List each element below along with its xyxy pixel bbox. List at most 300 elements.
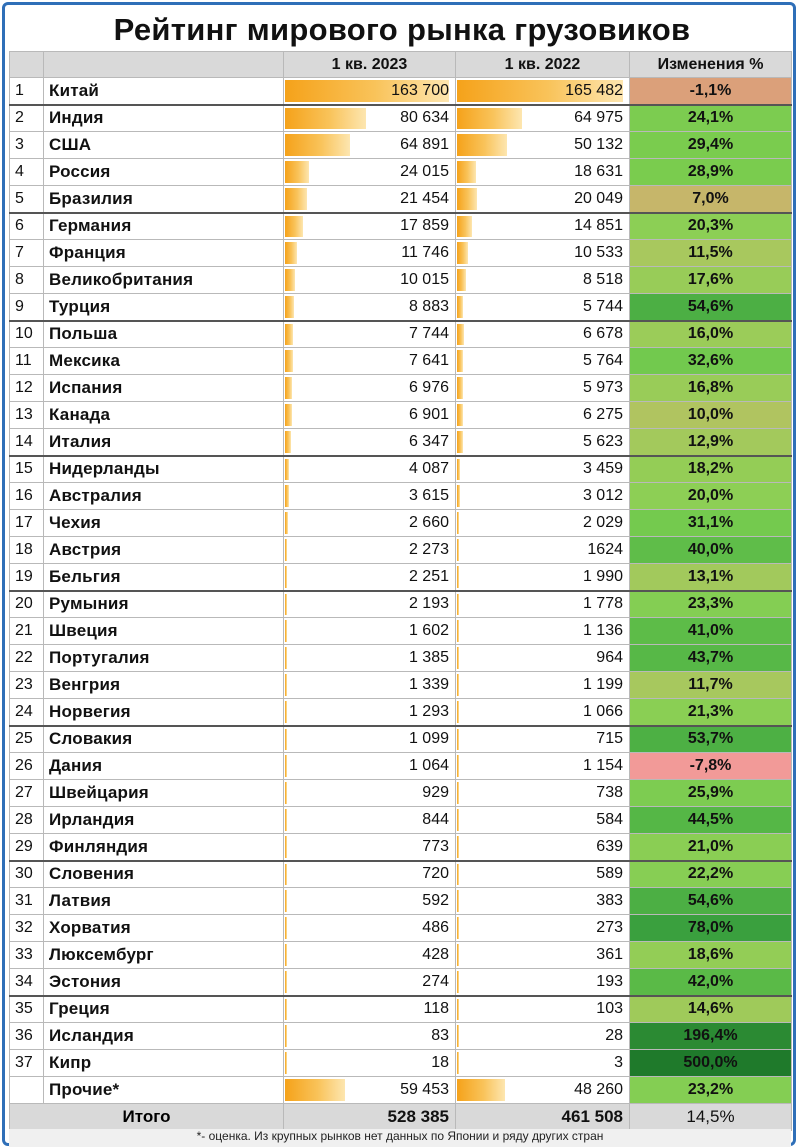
value-label-2023: 21 454: [400, 189, 449, 207]
value-cell-2022: [456, 159, 630, 186]
rank-cell: 3: [10, 132, 44, 159]
value-bar-2023: [285, 594, 287, 616]
value-label-2023: 83: [431, 1027, 449, 1044]
value-bar-2022: [457, 890, 459, 912]
value-bar-2023: [285, 917, 287, 939]
value-cell-2022: [456, 672, 630, 699]
value-bar-2022: [457, 620, 459, 642]
value-label-2022: 3 459: [582, 460, 623, 478]
table-row: [10, 456, 792, 483]
value-label-2023: 118: [423, 1000, 449, 1018]
rank-cell: 6: [10, 213, 44, 240]
value-label-2023: 11 746: [401, 244, 449, 261]
value-label-2023: 17 859: [400, 217, 449, 235]
value-label-2023: 773: [422, 837, 449, 855]
value-bar-2022: [457, 459, 460, 481]
table-row: [10, 969, 792, 996]
table-row: [10, 105, 792, 132]
table-row: [10, 429, 792, 456]
value-bar-2023: [285, 134, 350, 156]
value-cell-2023: [284, 1050, 456, 1077]
table-row: [10, 1050, 792, 1077]
value-bar-2023: [285, 1052, 287, 1074]
country-cell: Латвия: [44, 888, 284, 915]
value-bar-2023: [285, 809, 287, 831]
value-cell-2023: [284, 699, 456, 726]
value-bar-2022: [457, 269, 466, 291]
rating-table: [9, 51, 792, 1131]
value-bar-2023: [285, 404, 292, 426]
value-cell-2023: [284, 294, 456, 321]
value-label-2023: 2 193: [408, 595, 449, 613]
table-row: [10, 1023, 792, 1050]
value-bar-2023: [285, 242, 297, 264]
value-bar-2022: [457, 917, 459, 939]
country-cell: Хорватия: [44, 915, 284, 942]
change-cell: 16,8%: [630, 375, 792, 402]
value-bar-2022: [457, 161, 476, 183]
table-row: [10, 321, 792, 348]
table-row: [10, 888, 792, 915]
value-label-2022: 165 482: [565, 81, 623, 99]
value-bar-2022: [457, 701, 459, 723]
rank-cell: 21: [10, 618, 44, 645]
change-cell: 23,3%: [630, 591, 792, 618]
value-bar-2022: [457, 864, 459, 886]
value-cell-2023: [284, 672, 456, 699]
change-cell: 21,3%: [630, 699, 792, 726]
value-cell-2022: [456, 348, 630, 375]
rank-cell: 32: [10, 915, 44, 942]
change-cell: 28,9%: [630, 159, 792, 186]
country-cell: Швейцария: [44, 780, 284, 807]
value-cell-2022: [456, 1077, 630, 1104]
value-label-2022: 715: [596, 730, 623, 748]
table-row: [10, 672, 792, 699]
value-label-2023: 163 700: [391, 81, 449, 99]
value-cell-2022: [456, 753, 630, 780]
value-cell-2023: [284, 618, 456, 645]
value-cell-2023: [284, 321, 456, 348]
value-label-2022: 64 975: [574, 109, 623, 127]
value-label-2022: 103: [596, 1000, 623, 1018]
value-cell-2023: [284, 456, 456, 483]
value-cell-2022: [456, 429, 630, 456]
table-row: [10, 132, 792, 159]
value-cell-2023: [284, 969, 456, 996]
change-cell: 54,6%: [630, 888, 792, 915]
value-cell-2023: [284, 807, 456, 834]
change-cell: 18,2%: [630, 456, 792, 483]
value-cell-2023: [284, 915, 456, 942]
table-row: [10, 915, 792, 942]
change-cell: 14,6%: [630, 996, 792, 1023]
value-bar-2023: [285, 647, 287, 669]
country-cell: Дания: [44, 753, 284, 780]
change-cell: 31,1%: [630, 510, 792, 537]
value-cell-2022: [456, 1023, 630, 1050]
rank-cell: 19: [10, 564, 44, 591]
rank-cell: 14: [10, 429, 44, 456]
value-label-2023: 2 273: [408, 541, 449, 558]
value-cell-2023: [284, 213, 456, 240]
value-bar-2022: [457, 485, 460, 507]
header-change: Изменения %: [630, 52, 792, 78]
rank-cell: 31: [10, 888, 44, 915]
change-cell: 53,7%: [630, 726, 792, 753]
value-bar-2023: [285, 108, 366, 130]
value-bar-2022: [457, 404, 463, 426]
value-cell-2023: [284, 510, 456, 537]
country-cell: Чехия: [44, 510, 284, 537]
value-label-2022: 50 132: [574, 136, 623, 153]
change-cell: 43,7%: [630, 645, 792, 672]
value-cell-2022: [456, 834, 630, 861]
country-cell: Китай: [44, 78, 284, 105]
value-bar-2023: [285, 296, 294, 318]
rank-cell: 8: [10, 267, 44, 294]
value-cell-2022: [456, 888, 630, 915]
table-row: [10, 564, 792, 591]
rank-cell: 22: [10, 645, 44, 672]
country-cell: Бразилия: [44, 186, 284, 213]
value-cell-2023: [284, 78, 456, 105]
value-cell-2023: [284, 942, 456, 969]
value-label-2023: 18: [431, 1054, 449, 1071]
country-cell: Нидерланды: [44, 456, 284, 483]
total-row: [10, 1104, 792, 1131]
value-label-2023: 6 976: [408, 379, 449, 396]
value-cell-2022: [456, 213, 630, 240]
country-cell: Норвегия: [44, 699, 284, 726]
table-row: [10, 753, 792, 780]
value-label-2022: 273: [596, 919, 623, 936]
table-row: [10, 807, 792, 834]
rank-cell: 27: [10, 780, 44, 807]
value-bar-2023: [285, 188, 307, 210]
rank-cell: 15: [10, 456, 44, 483]
value-cell-2023: [284, 1077, 456, 1104]
value-label-2022: 1624: [587, 541, 623, 558]
value-label-2022: 5 623: [582, 432, 623, 450]
value-label-2022: 5 764: [582, 352, 623, 369]
value-label-2023: 1 064: [408, 757, 449, 774]
value-bar-2023: [285, 566, 287, 588]
value-bar-2022: [457, 242, 468, 264]
change-cell: 24,1%: [630, 105, 792, 132]
value-cell-2022: [456, 618, 630, 645]
value-bar-2022: [457, 566, 459, 588]
value-cell-2022: [456, 780, 630, 807]
rank-cell: 13: [10, 402, 44, 429]
country-cell: Финляндия: [44, 834, 284, 861]
value-label-2023: 8 883: [408, 297, 449, 315]
value-cell-2022: [456, 996, 630, 1023]
header-q1-2022: 1 кв. 2022: [456, 52, 630, 78]
country-cell: Кипр: [44, 1050, 284, 1077]
table-row: [10, 591, 792, 618]
value-bar-2022: [457, 674, 459, 696]
value-bar-2023: [285, 539, 287, 561]
value-label-2023: 64 891: [400, 136, 449, 153]
value-label-2022: 361: [596, 946, 623, 963]
country-cell: Мексика: [44, 348, 284, 375]
value-bar-2022: [457, 539, 459, 561]
value-bar-2022: [457, 782, 459, 804]
country-cell: Австралия: [44, 483, 284, 510]
change-cell: 11,7%: [630, 672, 792, 699]
table-row: [10, 375, 792, 402]
header-country: [44, 52, 284, 78]
value-bar-2022: [457, 999, 459, 1021]
value-label-2023: 1 339: [408, 676, 449, 693]
value-label-2023: 4 087: [408, 460, 449, 478]
value-label-2022: 1 199: [582, 676, 623, 693]
change-cell: 20,0%: [630, 483, 792, 510]
table-row: [10, 726, 792, 753]
country-cell: Канада: [44, 402, 284, 429]
value-label-2022: 1 136: [582, 622, 623, 639]
value-bar-2022: [457, 809, 459, 831]
change-cell: 44,5%: [630, 807, 792, 834]
change-cell: -7,8%: [630, 753, 792, 780]
header-q1-2023: 1 кв. 2023: [284, 52, 456, 78]
header-rank: [10, 52, 44, 78]
country-cell: Бельгия: [44, 564, 284, 591]
country-cell: США: [44, 132, 284, 159]
change-cell: 21,0%: [630, 834, 792, 861]
value-cell-2023: [284, 645, 456, 672]
country-cell: Франция: [44, 240, 284, 267]
change-cell: 17,6%: [630, 267, 792, 294]
rank-cell: 37: [10, 1050, 44, 1077]
value-label-2022: 584: [596, 811, 623, 828]
change-cell: 41,0%: [630, 618, 792, 645]
rank-cell: 7: [10, 240, 44, 267]
rank-cell: 2: [10, 105, 44, 132]
country-cell: Испания: [44, 375, 284, 402]
change-cell: 11,5%: [630, 240, 792, 267]
value-bar-2023: [285, 620, 287, 642]
change-cell: 18,6%: [630, 942, 792, 969]
value-bar-2022: [457, 944, 459, 966]
value-bar-2023: [285, 999, 287, 1021]
value-cell-2022: [456, 969, 630, 996]
value-cell-2023: [284, 429, 456, 456]
change-cell: 13,1%: [630, 564, 792, 591]
change-cell: 16,0%: [630, 321, 792, 348]
value-bar-2023: [285, 944, 287, 966]
value-cell-2023: [284, 348, 456, 375]
total-2022: [456, 1104, 630, 1131]
table-row: [10, 645, 792, 672]
value-bar-2022: [457, 296, 463, 318]
country-cell: Россия: [44, 159, 284, 186]
country-cell: Словакия: [44, 726, 284, 753]
rank-cell: 12: [10, 375, 44, 402]
value-label-2022: 20 049: [574, 189, 623, 207]
change-cell: 196,4%: [630, 1023, 792, 1050]
value-label-2023: 592: [422, 892, 449, 909]
value-label-2023: 6 901: [408, 406, 449, 423]
value-bar-2023: [285, 755, 287, 777]
rank-cell: 25: [10, 726, 44, 753]
change-cell: 500,0%: [630, 1050, 792, 1077]
value-label-2022: 738: [596, 784, 623, 801]
rank-cell: 11: [10, 348, 44, 375]
change-cell: 25,9%: [630, 780, 792, 807]
value-bar-2022: [457, 836, 459, 858]
value-cell-2022: [456, 186, 630, 213]
change-cell: 7,0%: [630, 186, 792, 213]
value-bar-2022: [457, 324, 464, 346]
country-cell: Индия: [44, 105, 284, 132]
value-label-2023: 7 641: [408, 352, 449, 369]
table-row: [10, 861, 792, 888]
value-bar-2023: [285, 782, 287, 804]
value-bar-2023: [285, 377, 292, 399]
change-cell: 22,2%: [630, 861, 792, 888]
value-bar-2023: [285, 269, 295, 291]
value-label-2022: 28: [605, 1027, 623, 1044]
change-cell: 23,2%: [630, 1077, 792, 1104]
country-cell: Италия: [44, 429, 284, 456]
value-cell-2023: [284, 780, 456, 807]
value-label-2022: 1 778: [582, 595, 623, 613]
total-label: Итого: [10, 1104, 284, 1131]
change-cell: 54,6%: [630, 294, 792, 321]
value-cell-2022: [456, 807, 630, 834]
value-bar-2022: [457, 134, 507, 156]
value-label-2023: 59 453: [400, 1081, 449, 1098]
rank-cell: 29: [10, 834, 44, 861]
value-label-2022: 1 990: [582, 567, 623, 585]
value-label-2022: 639: [596, 837, 623, 855]
value-cell-2023: [284, 375, 456, 402]
value-label-2023: 24 015: [400, 163, 449, 180]
table-row: [10, 1077, 792, 1104]
value-label-2023: 6 347: [408, 432, 449, 450]
change-cell: 29,4%: [630, 132, 792, 159]
change-cell: 78,0%: [630, 915, 792, 942]
value-cell-2023: [284, 402, 456, 429]
country-cell: Исландия: [44, 1023, 284, 1050]
value-label-2022: 5 973: [582, 379, 623, 396]
value-cell-2022: [456, 456, 630, 483]
total-2023-value: 528 385: [387, 1107, 449, 1126]
country-cell: Люксембург: [44, 942, 284, 969]
value-cell-2023: [284, 132, 456, 159]
value-bar-2022: [457, 350, 463, 372]
value-label-2023: 2 251: [408, 567, 449, 585]
country-cell: Турция: [44, 294, 284, 321]
country-cell: Греция: [44, 996, 284, 1023]
table-row: [10, 186, 792, 213]
table-row: [10, 240, 792, 267]
value-label-2022: 5 744: [582, 297, 623, 315]
value-bar-2023: [285, 350, 293, 372]
country-cell: Великобритания: [44, 267, 284, 294]
value-label-2023: 844: [422, 811, 449, 828]
table-row: [10, 699, 792, 726]
value-label-2023: 720: [422, 865, 449, 883]
table-row: [10, 780, 792, 807]
value-label-2022: 6 275: [582, 406, 623, 423]
country-cell: Португалия: [44, 645, 284, 672]
value-bar-2022: [457, 971, 459, 993]
table-row: [10, 78, 792, 105]
value-label-2022: 2 029: [582, 514, 623, 531]
value-cell-2022: [456, 510, 630, 537]
value-bar-2023: [285, 701, 287, 723]
value-label-2022: 48 260: [574, 1081, 623, 1098]
rank-cell: 5: [10, 186, 44, 213]
value-bar-2022: [457, 1079, 505, 1101]
value-label-2023: 1 293: [408, 702, 449, 720]
value-label-2023: 274: [422, 972, 449, 990]
value-label-2022: 383: [596, 892, 623, 909]
value-label-2023: 3 615: [408, 487, 449, 504]
country-cell: Австрия: [44, 537, 284, 564]
rank-cell: 23: [10, 672, 44, 699]
value-bar-2022: [457, 1025, 459, 1047]
country-cell: Словения: [44, 861, 284, 888]
value-label-2023: 1 385: [408, 649, 449, 666]
value-label-2022: 3 012: [582, 487, 623, 504]
value-cell-2023: [284, 267, 456, 294]
value-bar-2023: [285, 729, 287, 751]
value-cell-2023: [284, 240, 456, 267]
rank-cell: 4: [10, 159, 44, 186]
value-label-2023: 7 744: [408, 325, 449, 343]
value-bar-2023: [285, 512, 288, 534]
value-cell-2023: [284, 1023, 456, 1050]
value-cell-2022: [456, 726, 630, 753]
table-row: [10, 213, 792, 240]
value-bar-2023: [285, 836, 287, 858]
value-label-2023: 1 602: [408, 622, 449, 639]
change-cell: 10,0%: [630, 402, 792, 429]
rank-cell: [10, 1077, 44, 1104]
value-label-2023: 80 634: [400, 109, 449, 127]
value-cell-2022: [456, 240, 630, 267]
country-cell: Венгрия: [44, 672, 284, 699]
rank-cell: 9: [10, 294, 44, 321]
rank-cell: 24: [10, 699, 44, 726]
value-cell-2023: [284, 861, 456, 888]
chart-frame: [2, 2, 796, 1146]
country-cell: Швеция: [44, 618, 284, 645]
table-row: [10, 996, 792, 1023]
value-cell-2023: [284, 186, 456, 213]
rank-cell: 28: [10, 807, 44, 834]
value-cell-2022: [456, 483, 630, 510]
value-cell-2022: [456, 294, 630, 321]
value-label-2022: 6 678: [582, 325, 623, 343]
value-bar-2023: [285, 161, 309, 183]
value-label-2022: 1 154: [582, 757, 623, 774]
value-bar-2023: [285, 459, 289, 481]
change-cell: 12,9%: [630, 429, 792, 456]
value-cell-2023: [284, 537, 456, 564]
value-bar-2023: [285, 864, 287, 886]
total-2022-value: 461 508: [561, 1107, 623, 1126]
value-bar-2022: [457, 1052, 459, 1074]
value-cell-2023: [284, 564, 456, 591]
value-label-2022: 193: [596, 972, 623, 990]
country-cell: Ирландия: [44, 807, 284, 834]
value-cell-2022: [456, 1050, 630, 1077]
